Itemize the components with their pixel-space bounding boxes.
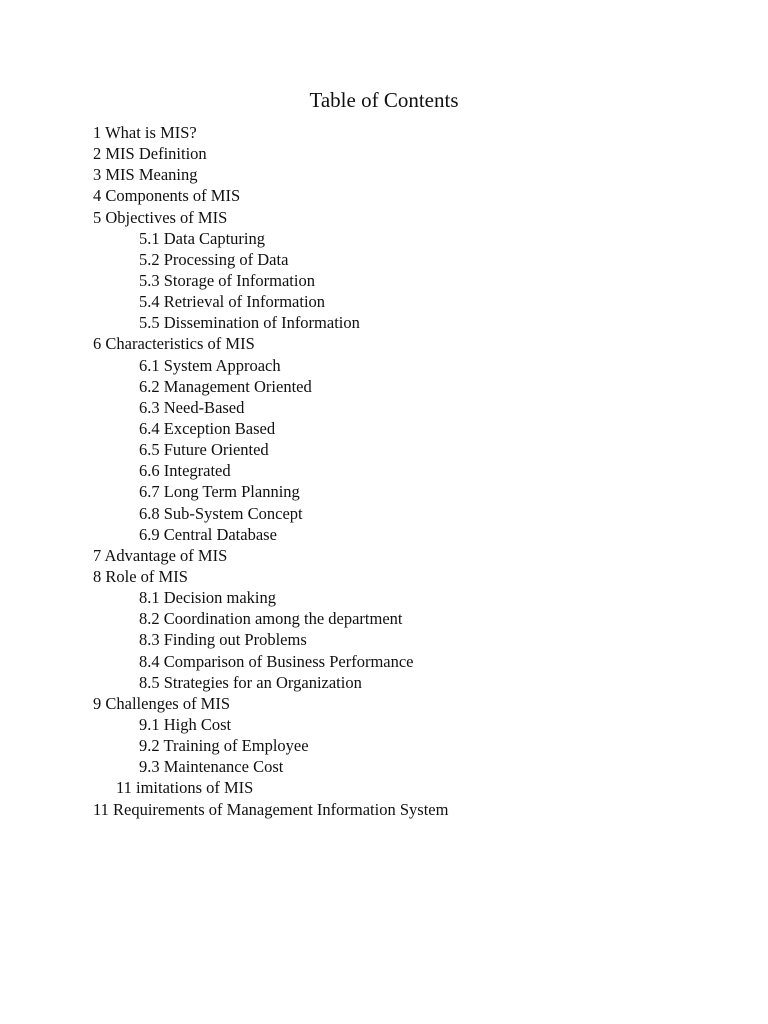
toc-entry[interactable]: 6 Characteristics of MIS — [93, 334, 255, 354]
toc-entry[interactable]: 5.4 Retrieval of Information — [139, 292, 326, 312]
toc-entry[interactable]: 6.7 Long Term Planning — [139, 482, 300, 502]
toc-entry[interactable]: 6.6 Integrated — [139, 461, 231, 481]
toc-entry[interactable]: 8.2 Coordination among the department — [139, 609, 403, 629]
toc-entry[interactable]: 5.1 Data Capturing — [139, 228, 266, 248]
toc-entry[interactable]: 6.4 Exception Based — [139, 418, 276, 438]
toc-entry[interactable]: 9.3 Maintenance Cost — [139, 757, 284, 777]
toc-list — [93, 122, 448, 820]
toc-entry[interactable]: 9.2 Training of Employee — [139, 736, 309, 756]
toc-entry[interactable]: 5.5 Dissemination of Information — [139, 313, 360, 333]
toc-entry[interactable]: 8.4 Comparison of Business Performance — [139, 651, 414, 671]
toc-entry[interactable]: 5.2 Processing of Data — [139, 249, 289, 269]
toc-entry[interactable]: 8.5 Strategies for an Organization — [139, 672, 362, 692]
toc-entry[interactable]: 6.3 Need-Based — [139, 397, 245, 417]
toc-entry[interactable]: 6.9 Central Database — [139, 524, 277, 544]
toc-entry[interactable]: 8.3 Finding out Problems — [139, 630, 307, 650]
toc-entry[interactable]: 4 Components of MIS — [93, 186, 241, 206]
toc-title: Table of Contents — [309, 88, 459, 112]
toc-entry[interactable]: 9 Challenges of MIS — [93, 693, 231, 713]
toc-entry[interactable]: 7 Advantage of MIS — [93, 545, 228, 565]
toc-entry[interactable]: 6.2 Management Oriented — [139, 376, 312, 396]
toc-entry[interactable]: 6.8 Sub-System Concept — [139, 503, 303, 523]
toc-entry[interactable]: 5.3 Storage of Information — [139, 270, 315, 290]
toc-entry[interactable]: 9.1 High Cost — [139, 714, 232, 734]
toc-entry[interactable]: 2 MIS Definition — [93, 144, 207, 164]
toc-entry[interactable]: 6.1 System Approach — [139, 355, 281, 375]
toc-entry[interactable]: 3 MIS Meaning — [93, 165, 198, 185]
toc-entry[interactable]: 1 What is MIS? — [93, 123, 197, 142]
toc-entry[interactable]: 8.1 Decision making — [139, 588, 277, 608]
toc-entry[interactable]: 5 Objectives of MIS — [93, 207, 228, 227]
toc-entry[interactable]: 11 imitations of MIS — [116, 778, 254, 798]
toc-entry[interactable]: 11 Requirements of Management Information System — [93, 799, 449, 819]
toc-entry[interactable]: 8 Role of MIS — [93, 566, 188, 586]
toc-entry[interactable]: 6.5 Future Oriented — [139, 440, 269, 460]
